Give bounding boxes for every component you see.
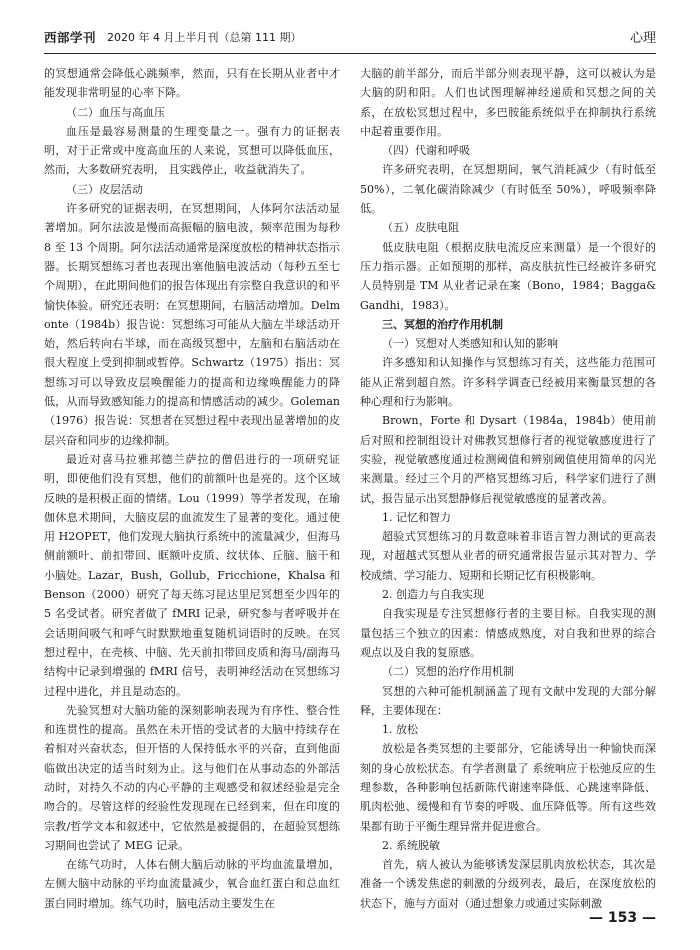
section-heading: 1. 放松 (382, 723, 418, 737)
section-heading: 2. 创造力与自我实现 (382, 588, 484, 602)
paragraph: 先验冥想对大脑功能的深刻影响表现为有序性、整合性和连贯性的提高。虽然在未开悟的受试者的大脑中持续存在着相对兴奋状态，但开悟的人保持低水平的兴奋，直到他面临做出决定的适当时刻为止。这与他们在从事动态的外部活动时，对持久不动的内心平静的主观感受和叙述经验是完全吻合的。尽管这样的经验性发现现在已经到来，但在印度的宗教/哲学文本和叙述中，它依然是被提倡的，在超验冥想练习期间也尝试了 MEG 记录。 (44, 703, 340, 852)
paragraph: Brown，Forte 和 Dysart（1984a，1984b）使用前后对照和控制组设计对佛教冥想修行者的视觉敏感度进行了实验，视觉敏感度通过检测阈值和辨别阈值使用简单的闪光来测量。经过三个月的严格冥想练习后，科学家们进行了测试，报告显示出冥想静修后视觉敏感度的显著改善。 (360, 414, 656, 505)
paragraph: 最近对喜马拉雅邦德兰萨拉的僧侣进行的一项研究证明，即使他们没有冥想，他们的前额叶也是亮的。这个区域反映的是积极正面的情绪。Lou（1999）等学者发现，在瑜伽休息术期间，大脑皮层的血流发生了显著的变化。通过使用 H2OPET，他们发现大脑执行系统中的流量减少，但海马侧前额叶、前扣带回、眶额叶皮质、纹状体、丘脑、脑干和小脑处。Lazar，Bush，Gollub，Fricchione，Khalsa 和 Benson（2000）研究了每天练习昆达里尼冥想至少四年的 5 名受试者。研究者做了 fMRI 记录，研究参与者呼吸并在会话期间吸气和呼气时默默地重复随机词语时的反映。在冥想过程中，在壳核、中脑、先天前扣带回皮质和海马/副海马结构中记录到增强的 fMRI 信号，表明神经活动在冥想练习过程中进化，并且是动态的。 (44, 452, 340, 698)
paragraph: 低皮肤电阻（根据皮肤电流反应来测量）是一个很好的压力指示器。正如预期的那样，高皮肤抗性已经被许多研究人员特别是 TM 从业者记录在案（Bono，1984；Bagga&Gandhi，1983）。 (360, 240, 656, 312)
paragraph: 许多研究表明，在冥想期间，氧气消耗减少（有时低至 50%），二氧化碳消除减少（有时低至 50%），呼吸频率降低。 (360, 163, 656, 216)
paragraph: 的冥想通常会降低心跳频率，然而，只有在长期从业者中才能发现非常明显的心率下降。 (44, 67, 340, 100)
page-header (44, 24, 656, 54)
right-column (360, 64, 656, 913)
section-heading: （二）冥想的治疗作用机制 (382, 665, 514, 679)
issue-info: 2020 年 4 月上半月刊（总第 111 期） (107, 31, 302, 44)
section-heading: （二）血压与高血压 (66, 105, 165, 119)
section-heading: （四）代谢和呼吸 (382, 144, 470, 158)
section-heading: （三）皮层活动 (66, 182, 143, 196)
section-heading: （一）冥想对人类感知和认知的影响 (382, 337, 558, 351)
section-heading: 2. 系统脱敏 (382, 838, 440, 852)
paragraph: 超验式冥想练习的月数意味着非语言智力测试的更高表现，对超越式冥想从业者的研究通常报告显示其对智力、学校成绩、学习能力、短期和长期记忆有积极影响。 (360, 530, 656, 582)
left-column (44, 64, 340, 913)
paragraph: 大脑的前半部分，而后半部分则表现平静，这可以被认为是大脑的阴和阳。人们也试图理解神经递质和冥想之间的关系，在放松冥想过程中，多巴胺能系统似乎在抑制执行系统中起着重要作用。 (360, 67, 656, 138)
paragraph: 许多感知和认知操作与冥想练习有关，这些能力范围可能从正常到超自然。许多科学调查已经被用来衡量冥想的各种心理和行为影响。 (360, 356, 656, 409)
paragraph: 自我实现是专注冥想修行者的主要目标。自我实现的测量包括三个独立的因素：情感成熟度，对自我和世界的综合观点以及自我的复原感。 (360, 607, 656, 659)
section-heading: （五）皮肤电阻 (382, 221, 459, 235)
page-number: — 153 — (589, 910, 656, 926)
journal-logo: 西部学刊 (44, 30, 97, 45)
paragraph: 冥想的六种可能机制涵盖了现有文献中发现的大部分解释，主要体现在： (360, 684, 656, 717)
paragraph: 首先，病人被认为能够诱发深层肌肉放松状态，其次是准备一个诱发焦虑的刺激的分级列表，最后，在深度放松的状态下，施与方面对（通过想象力或通过实际刺激 (360, 858, 656, 910)
section-heading: 1. 记忆和智力 (382, 510, 451, 524)
paragraph: 放松是各类冥想的主要部分，它能诱导出一种愉快而深刻的身心放松状态。有学者测量了 系统响应于松弛反应的生理参数，各种影响包括新陈代谢速率降低、心跳速率降低、肌肉松弛、缓慢和有节奏的呼吸、血压降低等。所有这些效果都有助于平衡生理异常并促进愈合。 (360, 742, 656, 833)
paragraph: 许多研究的证据表明，在冥想期间，人体阿尔法活动显著增加。阿尔法波是慢而高振幅的脑电波，频率范围为每秒 8 至 13 个周期。阿尔法活动通常是深度放松的精神状态指示器。长期冥想练习者也表现出塞他脑电波活动（每秒五至七个周期），在此期间他们的报告体现出有宗整自我意识的和平愉快体验。研究还表明：在冥想期间，右脑活动增加。Delmonte（1984b）报告说：冥想练习可能从大脑左半球活动开始，然后转向右半球，而在高级冥想中，左脑和右脑活动在很大程度上受到抑制或暂停。Schwartz（1975）指出：冥想练习可以导致皮层唤醒能力的提高和边缘唤醒能力的降低，从而导致感知能力的提高和情感活动的减少。Goleman（1976）报告说：冥想者在冥想过程中表现出显著增加的皮层兴奋和同步的边缘抑制。 (44, 202, 340, 447)
section-name: 心理 (629, 31, 656, 46)
paragraph: 在练气功时，人体右侧大脑后动脉的平均血流量增加，左侧大脑中动脉的平均血流量减少，氧合血红蛋白和总血红蛋白同时增加。练气功时，脑电活动主要发生在 (44, 858, 340, 910)
section-heading: 三、冥想的治疗作用机制 (382, 317, 503, 331)
paragraph: 血压是最容易测量的生理变量之一。强有力的证据表明，对于正常或中度高血压的人来说，冥想可以降低血压，然而，大多数研究表明， 且实践停止，收益就消失了。 (44, 124, 340, 177)
